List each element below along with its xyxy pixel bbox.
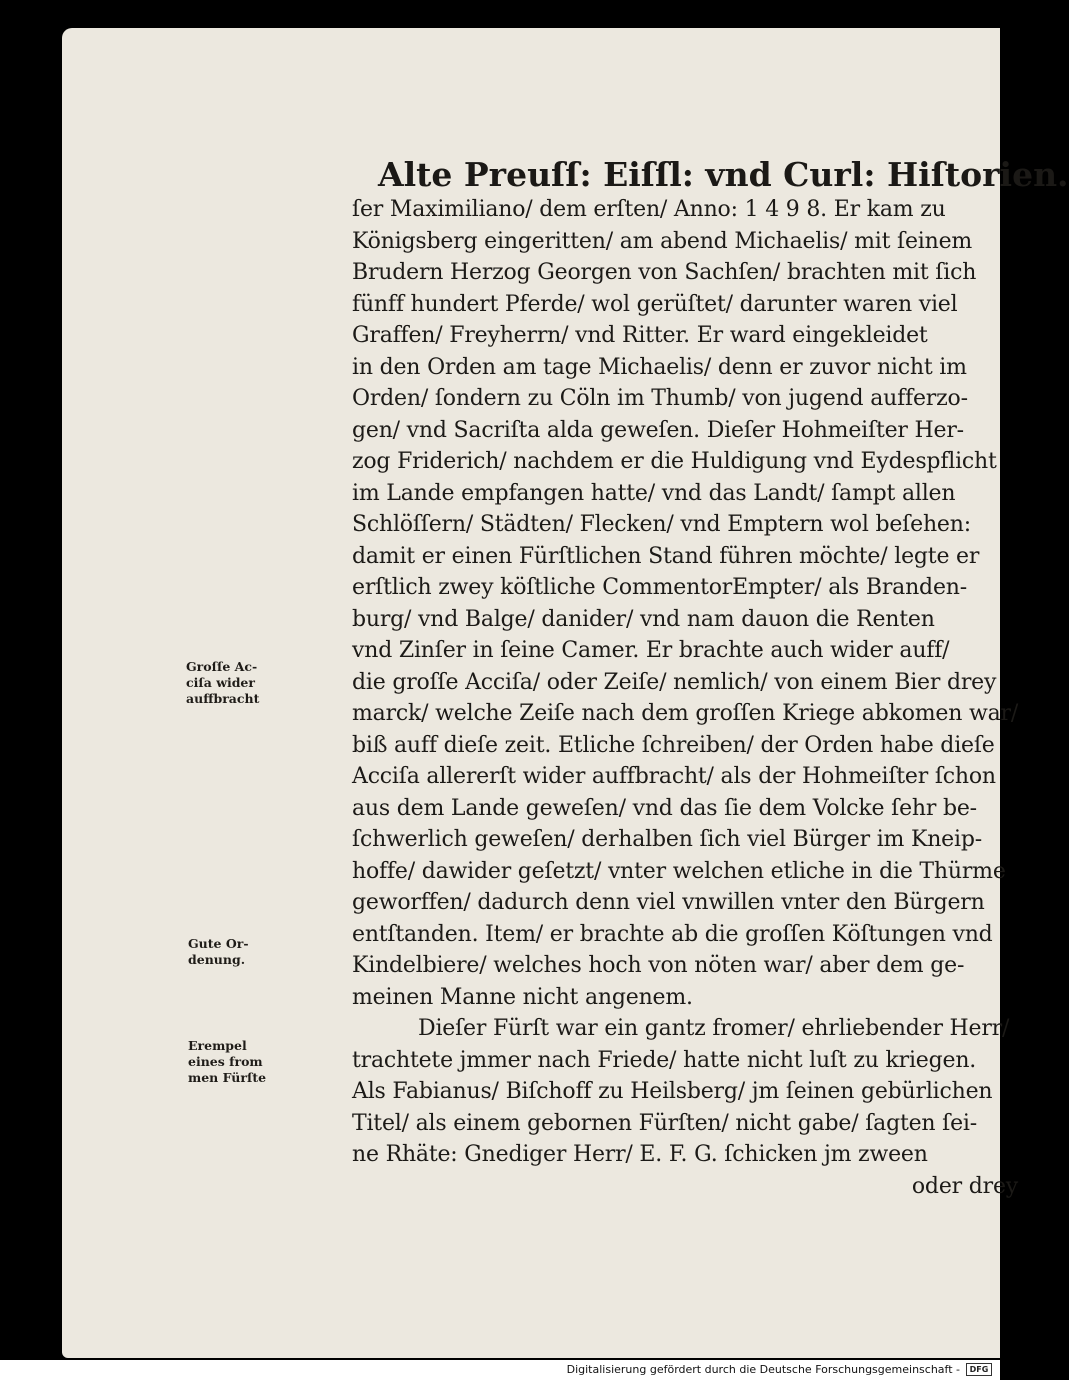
text-line: hoffe/ dawider geſetzt/ vnter welchen etliche in die Thürme xyxy=(352,858,1006,884)
marginal-note-line: ciſa wider xyxy=(186,675,255,690)
running-header: Alte Preuſſ: Eiſſl: vnd Curl: Hiſtorien. xyxy=(378,155,1069,194)
text-line: entſtanden. Item/ er brachte ab die groſſen Köſtungen vnd xyxy=(352,921,993,947)
text-line: biß auff dieſe zeit. Etliche ſchreiben/ der Orden habe dieſe xyxy=(352,732,995,758)
text-line: in den Orden am tage Michaelis/ denn er zuvor nicht im xyxy=(352,354,967,380)
text-line: Acciſa allererſt wider auffbracht/ als der Hohmeiſter ſchon xyxy=(352,764,996,789)
marginal-note-accisa xyxy=(186,659,292,707)
marginal-note-line: Groſſe Ac- xyxy=(186,659,258,674)
text-line: gen/ vnd Sacriſta alda geweſen. Dieſer Hohmeiſter Her- xyxy=(352,417,964,443)
marginal-note-line: men Fürſte xyxy=(188,1070,267,1085)
text-line: erſtlich zwey köſtliche CommentorEmpter/ als Branden- xyxy=(352,575,967,600)
text-line: Königsberg eingeritten/ am abend Michaelis/ mit ſeinem xyxy=(352,228,973,254)
marginal-note-line: auffbracht xyxy=(186,691,260,706)
text-line: im Lande empfangen hatte/ vnd das Landt/ ſampt allen xyxy=(352,480,956,506)
marginal-note-line: denung. xyxy=(188,952,246,967)
text-line: Als Fabianus/ Biſchoff zu Heilsberg/ jm ſeinen gebürlichen xyxy=(352,1079,993,1104)
text-line: trachtete jmmer nach Friede/ hatte nicht luſt zu kriegen. xyxy=(352,1047,977,1073)
marginal-note-ordnung xyxy=(188,936,294,968)
text-line: Titel/ als einem gebornen Fürſten/ nicht gabe/ ſagten ſei- xyxy=(352,1110,978,1136)
text-line: Brudern Herzog Georgen von Sachſen/ brachten mit ſich xyxy=(352,260,977,285)
marginal-note-line: Gute Or- xyxy=(188,936,249,951)
marginal-note-exempel xyxy=(188,1038,294,1086)
text-line: vnd Zinſer in ſeine Camer. Er brachte auch wider auff/ xyxy=(352,638,950,663)
text-line: ſer Maximiliano/ dem erſten/ Anno: 1 4 9 8. Er kam zu xyxy=(352,197,946,222)
text-line: ne Rhäte: Gnediger Herr/ E. F. G. ſchicken jm zween xyxy=(352,1142,928,1167)
text-line: Dieſer Fürſt war ein gantz fromer/ ehrliebender Herr/ xyxy=(418,1016,1010,1041)
footer-bar xyxy=(0,1360,1000,1380)
text-line: die groſſe Acciſa/ oder Zeiſe/ nemlich/ von einem Bier drey xyxy=(352,669,997,695)
text-line: geworffen/ dadurch denn viel vnwillen vnter den Bürgern xyxy=(352,890,985,915)
text-line: marck/ welche Zeiſe nach dem groſſen Kriege abkomen war/ xyxy=(352,701,1019,726)
body-text xyxy=(352,194,1032,1202)
text-line: meinen Manne nicht angenem. xyxy=(352,984,693,1010)
text-line: burg/ vnd Balge/ danider/ vnd nam dauon die Renten xyxy=(352,606,935,632)
text-line: Schlöſſern/ Städten/ Flecken/ vnd Emptern wol beſehen: xyxy=(352,512,971,537)
catchword: oder drey xyxy=(911,1173,1018,1199)
text-line: Orden/ ſondern zu Cöln im Thumb/ von jugend aufferzo- xyxy=(352,386,968,411)
text-line: fünff hundert Pferde/ wol gerüſtet/ darunter waren viel xyxy=(352,291,958,317)
text-line: ſchwerlich geweſen/ derhalben ſich viel Bürger im Kneip- xyxy=(352,827,982,852)
text-line: Graffen/ Freyherrn/ vnd Ritter. Er ward eingekleidet xyxy=(352,323,928,348)
text-line: zog Friderich/ nachdem er die Huldigung vnd Eydespflicht xyxy=(352,449,997,474)
dfg-logo-icon: DFG xyxy=(966,1363,992,1376)
marginal-note-line: Erempel xyxy=(188,1038,247,1053)
text-line: Kindelbiere/ welches hoch von nöten war/ aber dem ge- xyxy=(352,953,965,978)
text-line: damit er einen Fürſtlichen Stand führen möchte/ legte er xyxy=(352,543,980,569)
funding-credit: Digitalisierung gefördert durch die Deutsche Forschungsgemeinschaft - xyxy=(566,1363,960,1376)
marginal-note-line: eines from xyxy=(188,1054,263,1069)
text-line: aus dem Lande geweſen/ vnd das ſie dem Volcke ſehr be- xyxy=(352,795,977,821)
